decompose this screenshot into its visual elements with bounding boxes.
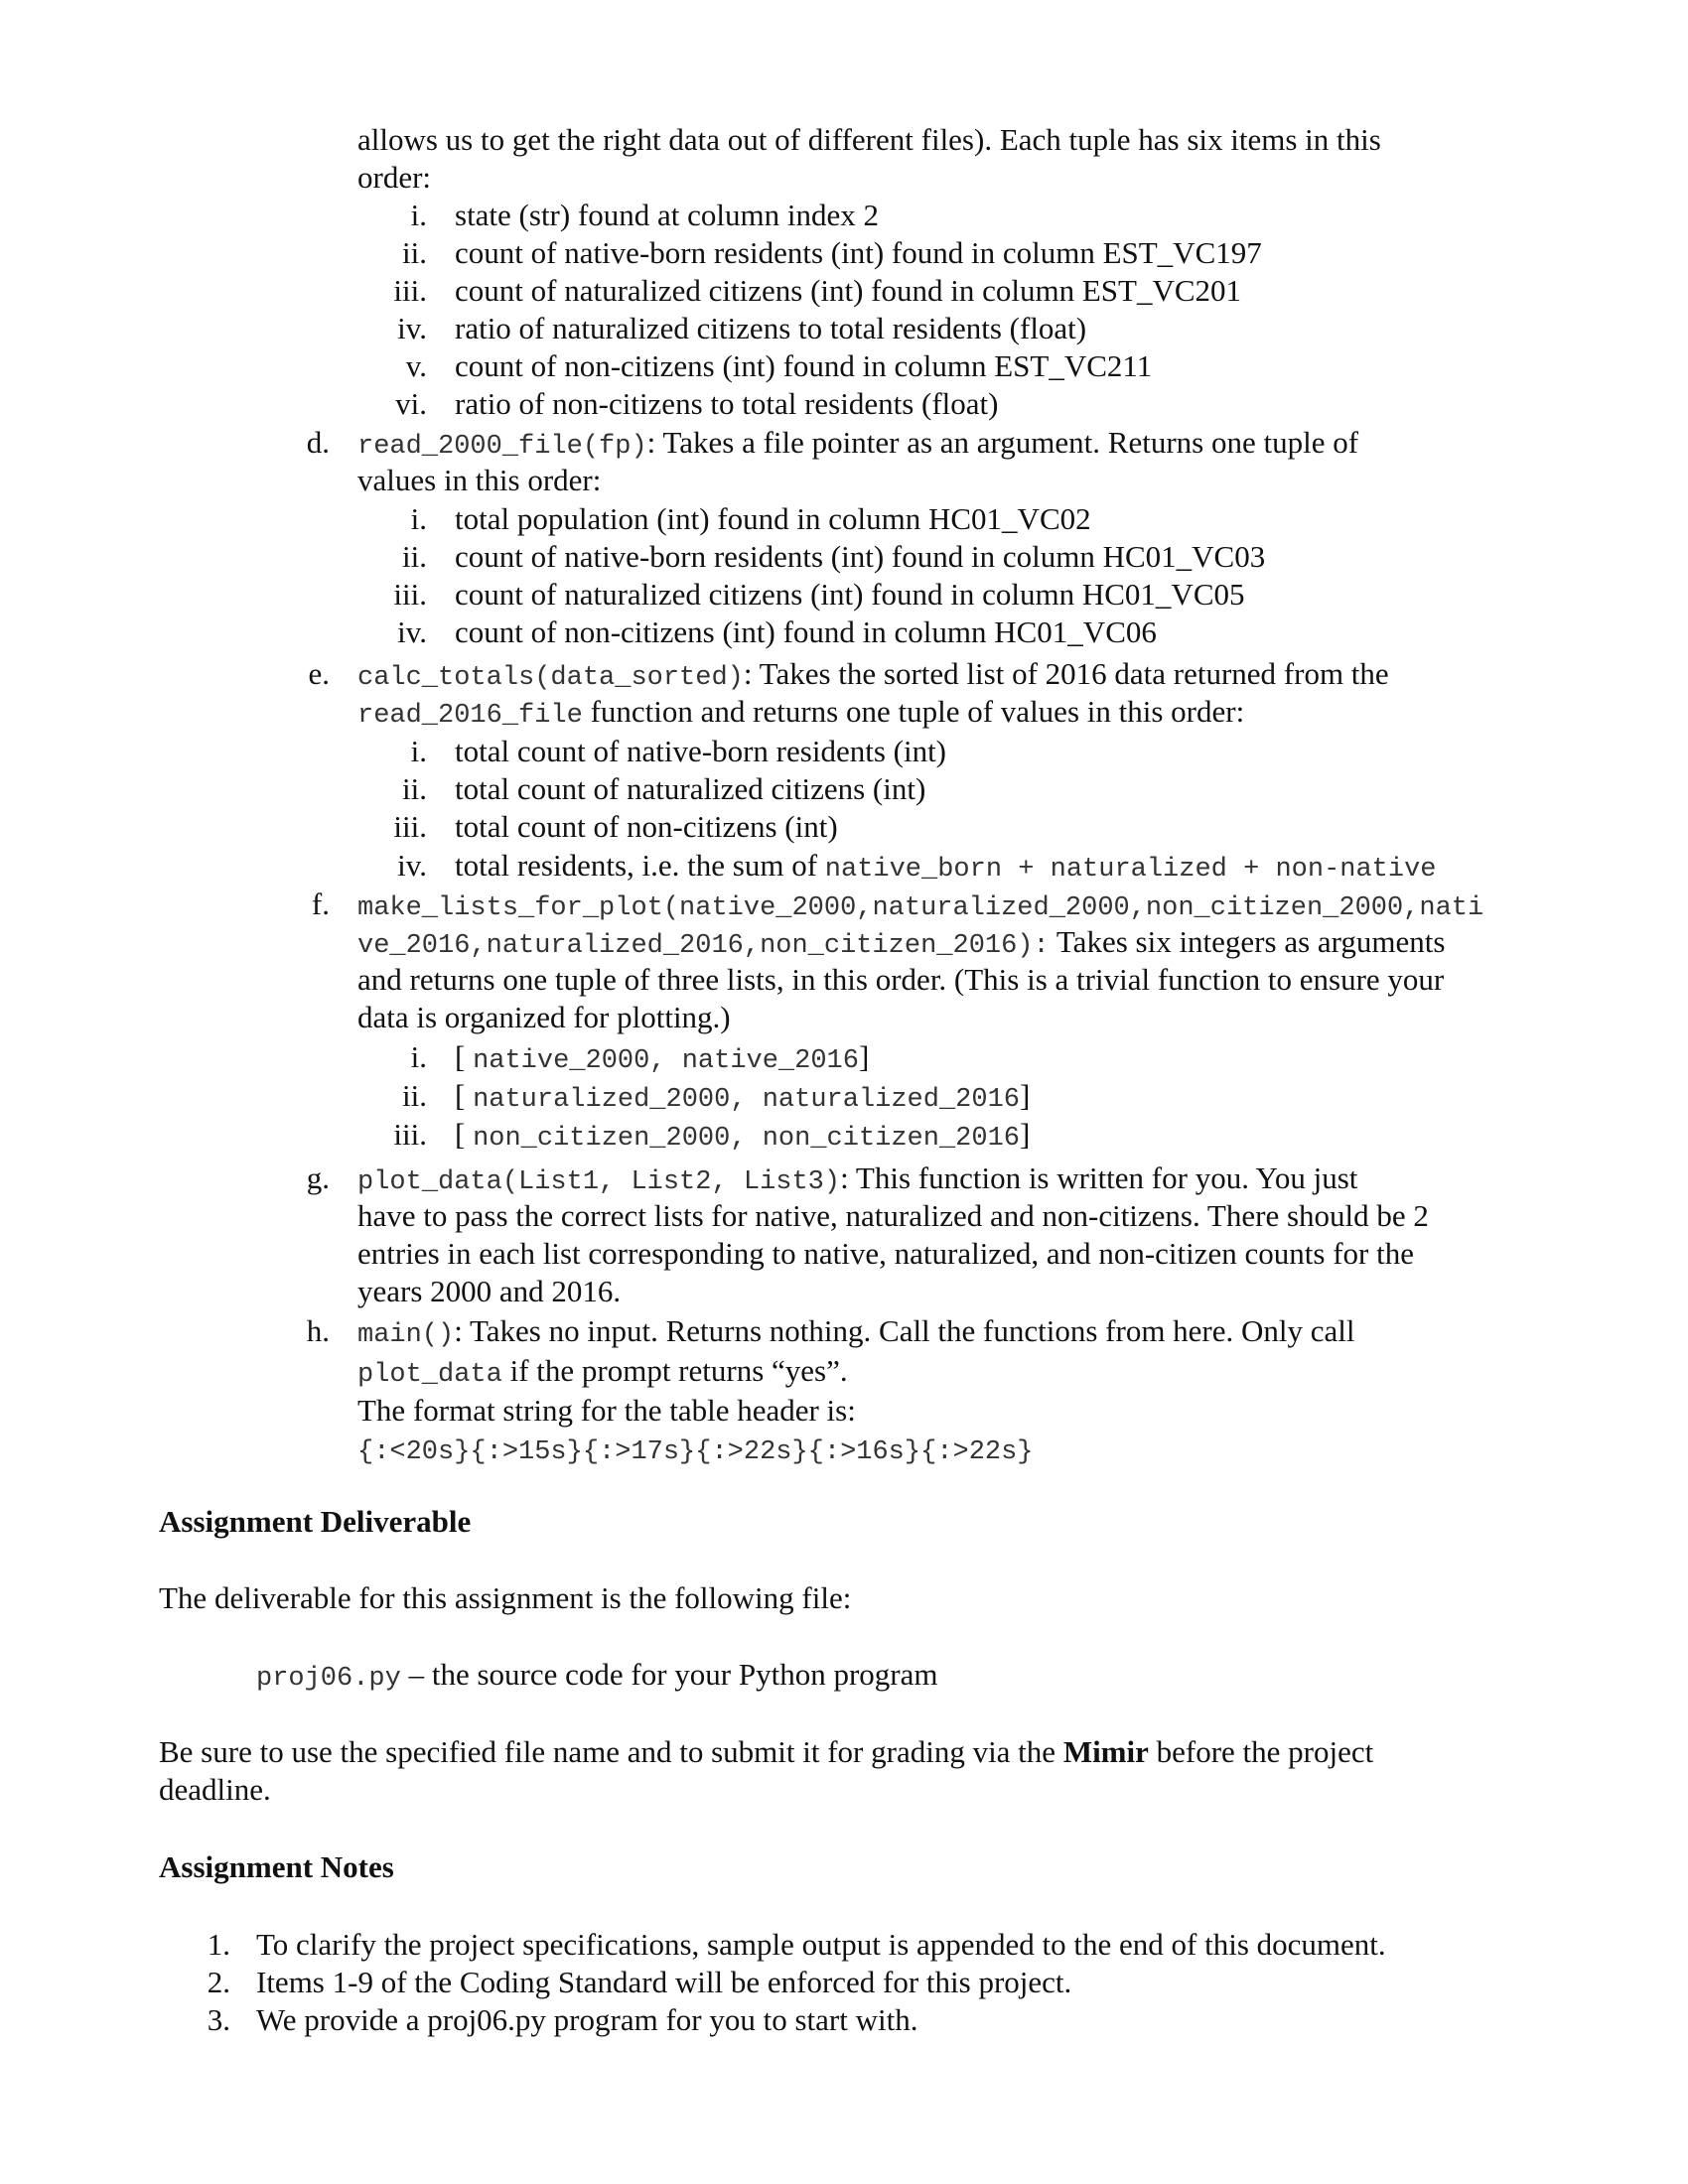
list-item: We provide a proj06.py program for you to start with.	[256, 2002, 918, 2037]
list-label: iv.	[397, 311, 427, 345]
file-name: proj06.py	[256, 1664, 401, 1694]
list-label: i.	[410, 501, 427, 536]
list-label: vi.	[395, 386, 427, 421]
text: Be sure to use the specified file name and to submit it for grading via the	[159, 1734, 1063, 1769]
list-label: ii.	[402, 771, 427, 806]
list-item: state (str) found at column index 2	[455, 198, 880, 232]
list-item: count of non-citizens (int) found in column EST_VC211	[455, 348, 1153, 383]
text: – the source code for your Python program	[400, 1657, 938, 1692]
text: before the project	[1148, 1734, 1374, 1769]
list-label: i.	[410, 734, 427, 768]
item-label-h: h.	[306, 1313, 330, 1348]
bracket: [	[455, 1039, 474, 1074]
list-item	[455, 1038, 869, 1076]
list-item: count of native-born residents (int) found in column EST_VC197	[455, 235, 1262, 270]
list-item	[455, 847, 1437, 885]
item-e-line	[357, 655, 1389, 693]
list-label: iv.	[397, 848, 427, 883]
format-string: {:<20s}{:>15s}{:>17s}{:>22s}{:>16s}{:>22s}	[357, 1437, 1034, 1467]
list-label: ii.	[402, 1078, 427, 1113]
text: Takes six integers as arguments	[1049, 924, 1446, 959]
item-g-line: have to pass the correct lists for native, naturalized and non-citizens. There should be 2	[357, 1198, 1429, 1233]
text: total residents, i.e. the sum of	[455, 848, 825, 883]
list-item	[455, 1077, 1030, 1115]
item-h-line	[357, 1312, 1355, 1350]
list-label: 3.	[207, 2002, 230, 2037]
list-item: total count of native-born residents (int)	[455, 734, 947, 768]
item-label-d: d.	[306, 425, 330, 460]
deliverable-file-line	[256, 1656, 937, 1694]
list-item: count of naturalized citizens (int) found in column HC01_VC05	[455, 577, 1245, 612]
text: : Takes no input. Returns nothing. Call the functions from here. Only call	[454, 1313, 1355, 1348]
text: order:	[357, 160, 432, 195]
function-name: plot_data(List1, List2, List3)	[357, 1167, 841, 1197]
list-label: i.	[410, 198, 427, 232]
list-label: iii.	[393, 273, 427, 308]
bracket: [	[455, 1078, 474, 1113]
text: allows us to get the right data out of different files). Each tuple has six items in this	[357, 122, 1381, 157]
text: : Takes the sorted list of 2016 data returned from the	[743, 656, 1389, 691]
item-e-line	[357, 693, 1244, 731]
item-g-line	[357, 1160, 1357, 1197]
list-item: To clarify the project specifications, sample output is appended to the end of this document.	[256, 1927, 1386, 1962]
list-item: Items 1-9 of the Coding Standard will be enforced for this project.	[256, 1965, 1072, 1999]
item-f-line: and returns one tuple of three lists, in this order. (This is a trivial function to ensure your	[357, 962, 1445, 997]
item-label-e: e.	[308, 656, 330, 691]
item-g-line: years 2000 and 2016.	[357, 1274, 622, 1308]
item-label-g: g.	[306, 1160, 330, 1195]
list-item: ratio of naturalized citizens to total residents (float)	[455, 311, 1087, 345]
list-label: ii.	[402, 539, 427, 574]
list-label: iv.	[397, 614, 427, 649]
section-heading-deliverable: Assignment Deliverable	[159, 1504, 472, 1539]
list-label: 1.	[207, 1927, 230, 1962]
list-item: count of naturalized citizens (int) found in column EST_VC201	[455, 273, 1242, 308]
code-list: non_citizen_2000, non_citizen_2016	[473, 1124, 1020, 1154]
paragraph-line	[357, 121, 1381, 159]
item-f-line	[357, 886, 1483, 923]
code-list: naturalized_2000, naturalized_2016	[473, 1085, 1020, 1115]
function-name: plot_data	[357, 1360, 502, 1390]
list-item: total count of non-citizens (int)	[455, 809, 838, 844]
function-name: read_2016_file	[357, 701, 583, 731]
text: : This function is written for you. You just	[840, 1160, 1358, 1195]
list-label: v.	[405, 348, 427, 383]
mimir-emphasis: Mimir	[1062, 1734, 1149, 1769]
text: if the prompt returns “yes”.	[501, 1353, 848, 1388]
list-item: count of non-citizens (int) found in column HC01_VC06	[455, 614, 1157, 649]
list-label: 2.	[207, 1965, 230, 1999]
function-name: calc_totals(data_sorted)	[357, 663, 744, 693]
list-label: iii.	[393, 809, 427, 844]
function-name: main()	[357, 1320, 455, 1350]
paragraph-line	[159, 1733, 1373, 1771]
code-expression: native_born + naturalized + non-native	[824, 855, 1437, 885]
list-label: iii.	[393, 1117, 427, 1152]
bracket: ]	[1019, 1117, 1031, 1152]
text: function and returns one tuple of values in this order:	[582, 694, 1245, 729]
item-f-line: data is organized for plotting.)	[357, 1000, 731, 1034]
list-label: i.	[410, 1039, 427, 1074]
item-h-line: The format string for the table header is:	[357, 1393, 856, 1428]
list-item: total count of naturalized citizens (int)	[455, 771, 926, 806]
list-label: iii.	[393, 577, 427, 612]
list-item: total population (int) found in column HC01_VC02	[455, 501, 1091, 536]
item-d-line: values in this order:	[357, 463, 602, 497]
list-item: count of native-born residents (int) found in column HC01_VC03	[455, 539, 1266, 574]
section-heading-notes: Assignment Notes	[159, 1849, 394, 1884]
item-h-line	[357, 1352, 848, 1390]
item-g-line: entries in each list corresponding to native, naturalized, and non-citizen counts for the	[357, 1236, 1414, 1271]
function-signature: make_lists_for_plot(native_2000,naturalized_2000,non_citizen_2000,nati	[357, 893, 1484, 923]
text: : Takes a file pointer as an argument. Returns one tuple of	[646, 425, 1359, 460]
paragraph-line	[357, 159, 431, 197]
item-f-line	[357, 923, 1445, 961]
item-label-f: f.	[311, 887, 330, 921]
item-h-line	[357, 1430, 1034, 1467]
bracket: [	[455, 1117, 474, 1152]
paragraph-line: deadline.	[159, 1772, 271, 1807]
list-label: ii.	[402, 235, 427, 270]
code-list: native_2000, native_2016	[473, 1046, 859, 1076]
bracket: ]	[858, 1039, 870, 1074]
item-d-line	[357, 424, 1358, 462]
function-name: read_2000_file(fp)	[357, 432, 647, 462]
function-signature: ve_2016,naturalized_2016,non_citizen_2016):	[357, 931, 1050, 961]
bracket: ]	[1019, 1078, 1031, 1113]
list-item	[455, 1116, 1030, 1154]
paragraph-line: The deliverable for this assignment is the following file:	[159, 1580, 852, 1615]
list-item: ratio of non-citizens to total residents (float)	[455, 386, 999, 421]
